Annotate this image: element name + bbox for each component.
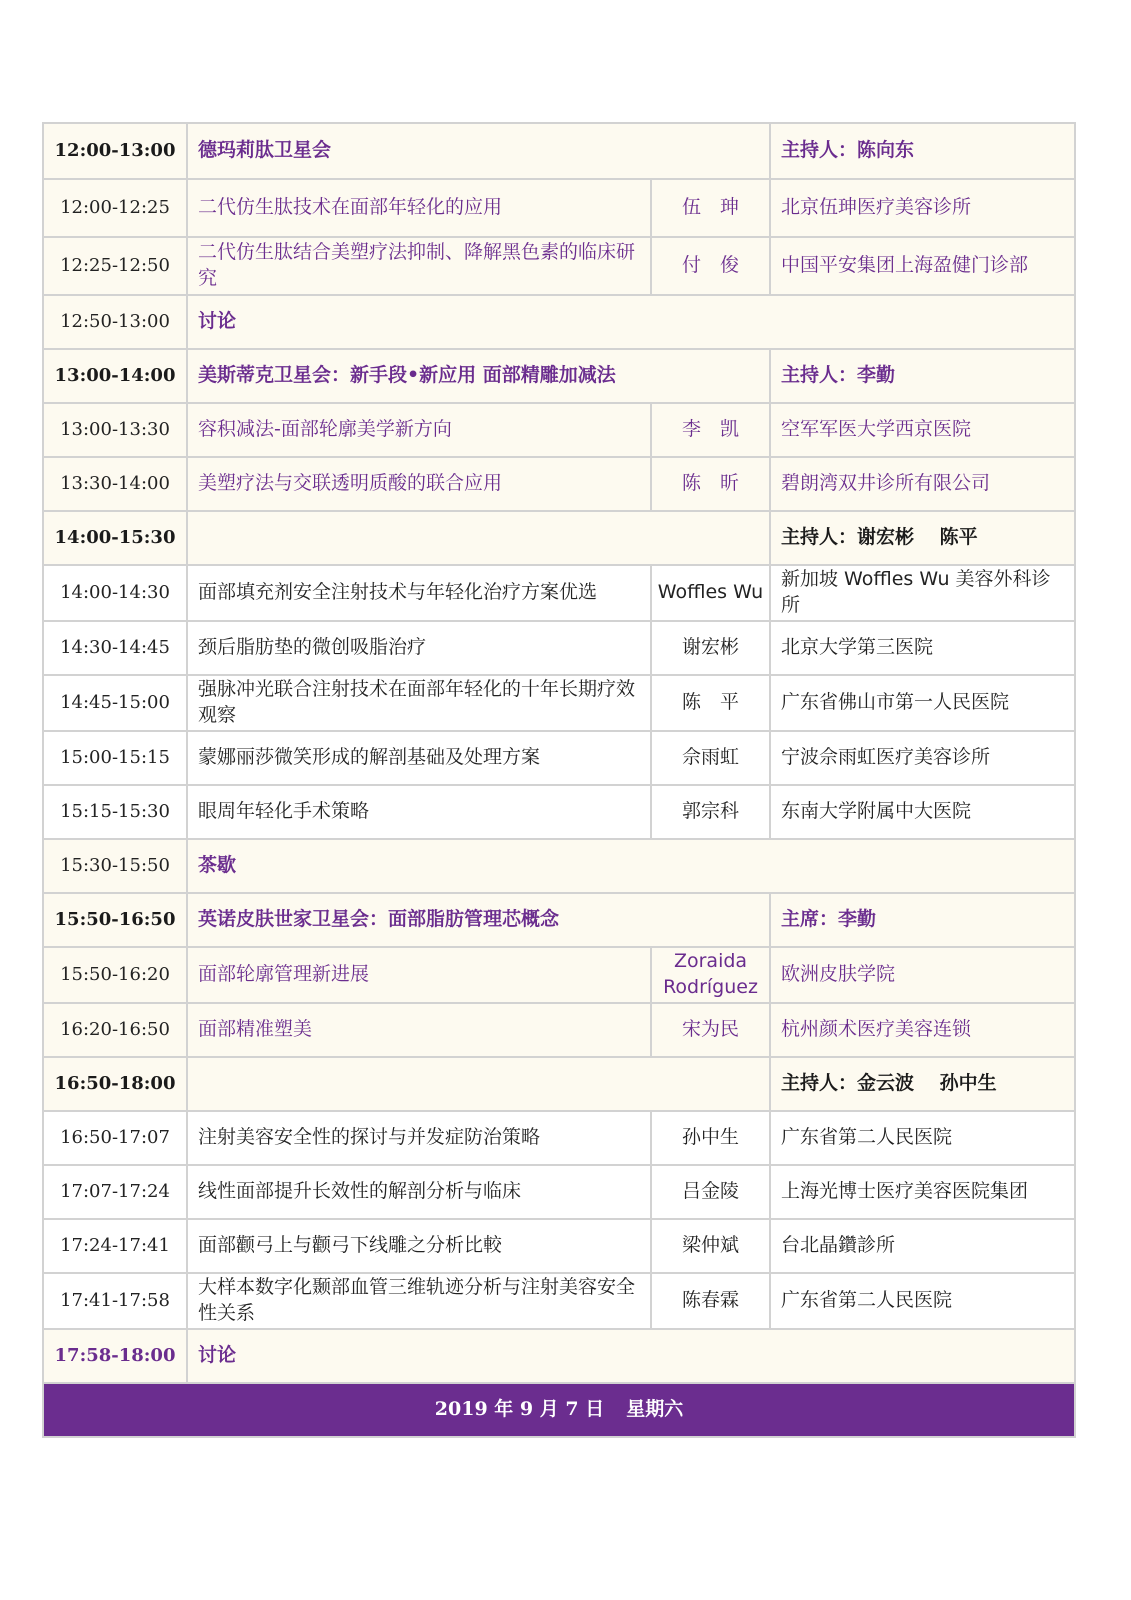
date-footer-row xyxy=(43,1383,1075,1437)
talk-title: 强脉冲光联合注射技术在面部年轻化的十年长期疗效观察 xyxy=(187,675,651,731)
schedule-row xyxy=(43,621,1075,675)
talk-institution: 杭州颜术医疗美容连锁 xyxy=(770,1003,1075,1057)
talk-institution: 空军军医大学西京医院 xyxy=(770,403,1075,457)
schedule-row xyxy=(43,785,1075,839)
talk-speaker: 梁仲斌 xyxy=(651,1219,770,1273)
talk-institution: 中国平安集团上海盈健门诊部 xyxy=(770,237,1075,295)
talk-institution: 广东省佛山市第一人民医院 xyxy=(770,675,1075,731)
talk-institution: 新加坡 Woffles Wu 美容外科诊所 xyxy=(770,565,1075,621)
talk-time: 16:20-16:50 xyxy=(43,1003,187,1057)
talk-title: 面部颧弓上与颧弓下线雕之分析比較 xyxy=(187,1219,651,1273)
talk-time: 13:30-14:00 xyxy=(43,457,187,511)
break-title: 茶歇 xyxy=(187,839,1075,893)
talk-speaker: 谢宏彬 xyxy=(651,621,770,675)
talk-title: 美塑疗法与交联透明质酸的联合应用 xyxy=(187,457,651,511)
talk-institution: 北京伍珅医疗美容诊所 xyxy=(770,179,1075,237)
session-host: 主持人：李勤 xyxy=(770,349,1075,403)
session-title: 德玛莉肽卫星会 xyxy=(187,123,770,179)
session-time: 15:50-16:50 xyxy=(43,893,187,947)
session-host: 主持人：金云波 孙中生 xyxy=(770,1057,1075,1111)
schedule-row xyxy=(43,1219,1075,1273)
schedule-row xyxy=(43,565,1075,621)
talk-institution: 欧洲皮肤学院 xyxy=(770,947,1075,1003)
schedule-row xyxy=(43,1111,1075,1165)
session-title xyxy=(187,1057,770,1111)
talk-time: 15:15-15:30 xyxy=(43,785,187,839)
talk-institution: 北京大学第三医院 xyxy=(770,621,1075,675)
schedule-row xyxy=(43,1273,1075,1329)
talk-title: 线性面部提升长效性的解剖分析与临床 xyxy=(187,1165,651,1219)
talk-time: 14:45-15:00 xyxy=(43,675,187,731)
talk-time: 17:24-17:41 xyxy=(43,1219,187,1273)
break-title: 讨论 xyxy=(187,1329,1075,1383)
talk-institution: 广东省第二人民医院 xyxy=(770,1111,1075,1165)
talk-speaker: 陈春霖 xyxy=(651,1273,770,1329)
talk-institution: 宁波佘雨虹医疗美容诊所 xyxy=(770,731,1075,785)
schedule-row xyxy=(43,295,1075,349)
talk-time: 17:07-17:24 xyxy=(43,1165,187,1219)
session-time: 16:50-18:00 xyxy=(43,1057,187,1111)
schedule-row xyxy=(43,947,1075,1003)
schedule-row xyxy=(43,675,1075,731)
talk-title: 面部轮廓管理新进展 xyxy=(187,947,651,1003)
schedule-row xyxy=(43,123,1075,179)
talk-institution: 上海光博士医疗美容医院集团 xyxy=(770,1165,1075,1219)
session-time: 14:00-15:30 xyxy=(43,511,187,565)
talk-time: 14:30-14:45 xyxy=(43,621,187,675)
talk-institution: 碧朗湾双井诊所有限公司 xyxy=(770,457,1075,511)
session-host: 主持人：谢宏彬 陈平 xyxy=(770,511,1075,565)
talk-speaker: 伍 珅 xyxy=(651,179,770,237)
schedule-row xyxy=(43,403,1075,457)
talk-title: 二代仿生肽技术在面部年轻化的应用 xyxy=(187,179,651,237)
talk-title: 眼周年轻化手术策略 xyxy=(187,785,651,839)
talk-title: 蒙娜丽莎微笑形成的解剖基础及处理方案 xyxy=(187,731,651,785)
talk-speaker: 付 俊 xyxy=(651,237,770,295)
talk-time: 15:50-16:20 xyxy=(43,947,187,1003)
talk-title: 大样本数字化颞部血管三维轨迹分析与注射美容安全性关系 xyxy=(187,1273,651,1329)
talk-time: 12:00-12:25 xyxy=(43,179,187,237)
date-footer xyxy=(43,1383,1075,1437)
break-time: 17:58-18:00 xyxy=(43,1329,187,1383)
session-host: 主席：李勤 xyxy=(770,893,1075,947)
talk-speaker: 陈 平 xyxy=(651,675,770,731)
schedule-row xyxy=(43,1003,1075,1057)
talk-speaker: 吕金陵 xyxy=(651,1165,770,1219)
schedule-row xyxy=(43,237,1075,295)
schedule-row xyxy=(43,1057,1075,1111)
talk-speaker: Woffles Wu xyxy=(651,565,770,621)
talk-time: 13:00-13:30 xyxy=(43,403,187,457)
schedule-row xyxy=(43,349,1075,403)
talk-institution: 广东省第二人民医院 xyxy=(770,1273,1075,1329)
talk-institution: 台北晶鑽診所 xyxy=(770,1219,1075,1273)
break-time: 15:30-15:50 xyxy=(43,839,187,893)
talk-time: 12:25-12:50 xyxy=(43,237,187,295)
session-time: 13:00-14:00 xyxy=(43,349,187,403)
talk-title: 注射美容安全性的探讨与并发症防治策略 xyxy=(187,1111,651,1165)
talk-title: 面部精准塑美 xyxy=(187,1003,651,1057)
talk-title: 颈后脂肪垫的微创吸脂治疗 xyxy=(187,621,651,675)
talk-institution: 东南大学附属中大医院 xyxy=(770,785,1075,839)
schedule-row xyxy=(43,731,1075,785)
talk-time: 15:00-15:15 xyxy=(43,731,187,785)
footer-weekday: 星期六 xyxy=(626,1398,684,1421)
schedule-row xyxy=(43,839,1075,893)
talk-time: 14:00-14:30 xyxy=(43,565,187,621)
talk-title: 面部填充剂安全注射技术与年轻化治疗方案优选 xyxy=(187,565,651,621)
schedule-row xyxy=(43,179,1075,237)
schedule-row xyxy=(43,1165,1075,1219)
schedule-row xyxy=(43,457,1075,511)
talk-title: 二代仿生肽结合美塑疗法抑制、降解黑色素的临床研究 xyxy=(187,237,651,295)
talk-speaker: 李 凯 xyxy=(651,403,770,457)
session-title: 英诺皮肤世家卫星会：面部脂肪管理芯概念 xyxy=(187,893,770,947)
session-title xyxy=(187,511,770,565)
talk-time: 16:50-17:07 xyxy=(43,1111,187,1165)
break-time: 12:50-13:00 xyxy=(43,295,187,349)
schedule-body xyxy=(43,123,1075,1383)
schedule-table xyxy=(42,122,1076,1438)
talk-speaker: 陈 昕 xyxy=(651,457,770,511)
talk-speaker: 孙中生 xyxy=(651,1111,770,1165)
session-host: 主持人：陈向东 xyxy=(770,123,1075,179)
talk-speaker: 佘雨虹 xyxy=(651,731,770,785)
talk-speaker: Zoraida Rodríguez xyxy=(651,947,770,1003)
talk-time: 17:41-17:58 xyxy=(43,1273,187,1329)
session-time: 12:00-13:00 xyxy=(43,123,187,179)
talk-speaker: 宋为民 xyxy=(651,1003,770,1057)
schedule-row xyxy=(43,893,1075,947)
session-title: 美斯蒂克卫星会：新手段•新应用 面部精雕加减法 xyxy=(187,349,770,403)
schedule-row xyxy=(43,511,1075,565)
talk-title: 容积减法-面部轮廓美学新方向 xyxy=(187,403,651,457)
footer-date: 2019 年 9 月 7 日 xyxy=(434,1398,605,1421)
talk-speaker: 郭宗科 xyxy=(651,785,770,839)
schedule-row xyxy=(43,1329,1075,1383)
break-title: 讨论 xyxy=(187,295,1075,349)
